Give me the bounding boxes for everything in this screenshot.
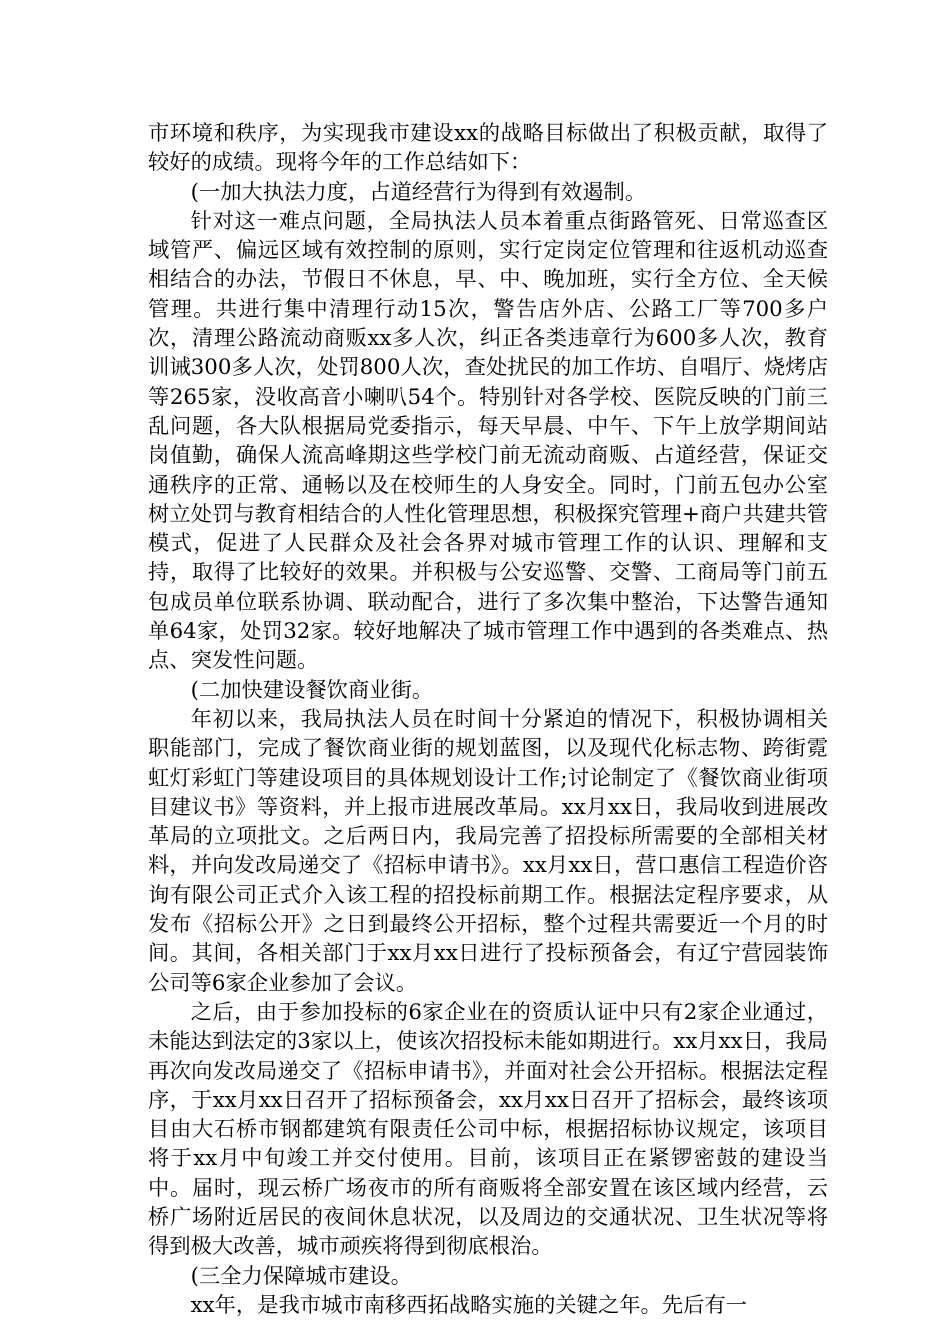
paragraph-intro: 市环境和秩序，为实现我市建设xx的战略目标做出了积极贡献，取得了较好的成绩。现将今年的工作总结如下： — [148, 121, 828, 176]
section-heading-2: (二加快建设餐饮商业街。 — [190, 677, 434, 703]
paragraph-commercial-street: 年初以来，我局执法人员在时间十分紧迫的情况下，积极协调相关职能部门，完成了餐饮商业街的规划蓝图，以及现代化标志物、跨街霓虹灯彩虹门等建设项目的具体规划设计工作;讨论制定了《餐饮商业街项目建议书》等资料，并上报市进展改革局。xx月xx日，我局收到进展改革局的立项批文。之后两日内，我局完善了招投标所需要的全部相关材料，并向发改局递交了《招标申请书》。xx月xx日，营口惠信工程造价咨询有限公司正式介入该工程的招投标前期工作。根据法定程序要求，从发布《招标公开》之日到最终公开招标，整个过程共需要近一个月的时间。其间，各相关部门于xx月xx日进行了投标预备会，有辽宁营园装饰公司等6家企业参加了会议。 — [148, 706, 828, 996]
document-body — [148, 119, 828, 1320]
paragraph-enforcement: 针对这一难点问题，全局执法人员本着重点街路管死、日常巡查区域管严、偏远区域有效控制的原则，实行定岗定位管理和往返机动巡查相结合的办法，节假日不休息，早、中、晚加班，实行全方位、全天候管理。共进行集中清理行动15次，警告店外店、公路工厂等700多户次，清理公路流动商贩xx多人次，纠正各类违章行为600多人次，教育训诫300多人次，处罚800人次，查处扰民的加工作坊、自唱厅、烧烤店等265家，没收高音小喇叭54个。特别针对各学校、医院反映的门前三乱问题，各大队根据局党委指示，每天早晨、中午、下午上放学期间站岗值勤，确保人流高峰期这些学校门前无流动商贩、占道经营，保证交通秩序的正常、通畅以及在校师生的人身安全。同时，门前五包办公室树立处罚与教育相结合的人性化管理思想，积极探究管理+商户共建共管模式，促进了人民群众及社会各界对城市管理工作的认识、理解和支持，取得了比较好的效果。并积极与公安巡警、交警、工商局等门前五包成员单位联系协调、联动配合，进行了多次集中整治，下达警告通知单64家，处罚32家。较好地解决了城市管理工作中遇到的各类难点、热点、突发性问题。 — [148, 208, 828, 674]
section-heading-1: (一加大执法力度，占道经营行为得到有效遏制。 — [190, 179, 647, 205]
section-heading-3: (三全力保障城市建设。 — [190, 1263, 412, 1289]
paragraph-bidding: 之后，由于参加投标的6家企业在的资质认证中只有2家企业通过，未能达到法定的3家以上，使该次招投标未能如期进行。xx月xx日，我局再次向发改局递交了《招标申请书》，并面对社会公开招标。根据法定程序，于xx月xx日召开了招标预备会，xx月xx日召开了招标会，最终该项目由大石桥市钢都建筑有限责任公司中标，根据招标协议规定，该项目将于xx月中旬竣工并交付使用。目前，该项目正在紧锣密鼓的建设当中。届时，现云桥广场夜市的所有商贩将全部安置在该区域内经营，云桥广场附近居民的夜间休息状况，以及周边的交通状况、卫生状况等将得到极大改善，城市顽疾将得到彻底根治。 — [148, 999, 828, 1260]
paragraph-city-construction: xx年，是我市城市南移西拓战略实施的关键之年。先后有一 — [190, 1292, 748, 1318]
